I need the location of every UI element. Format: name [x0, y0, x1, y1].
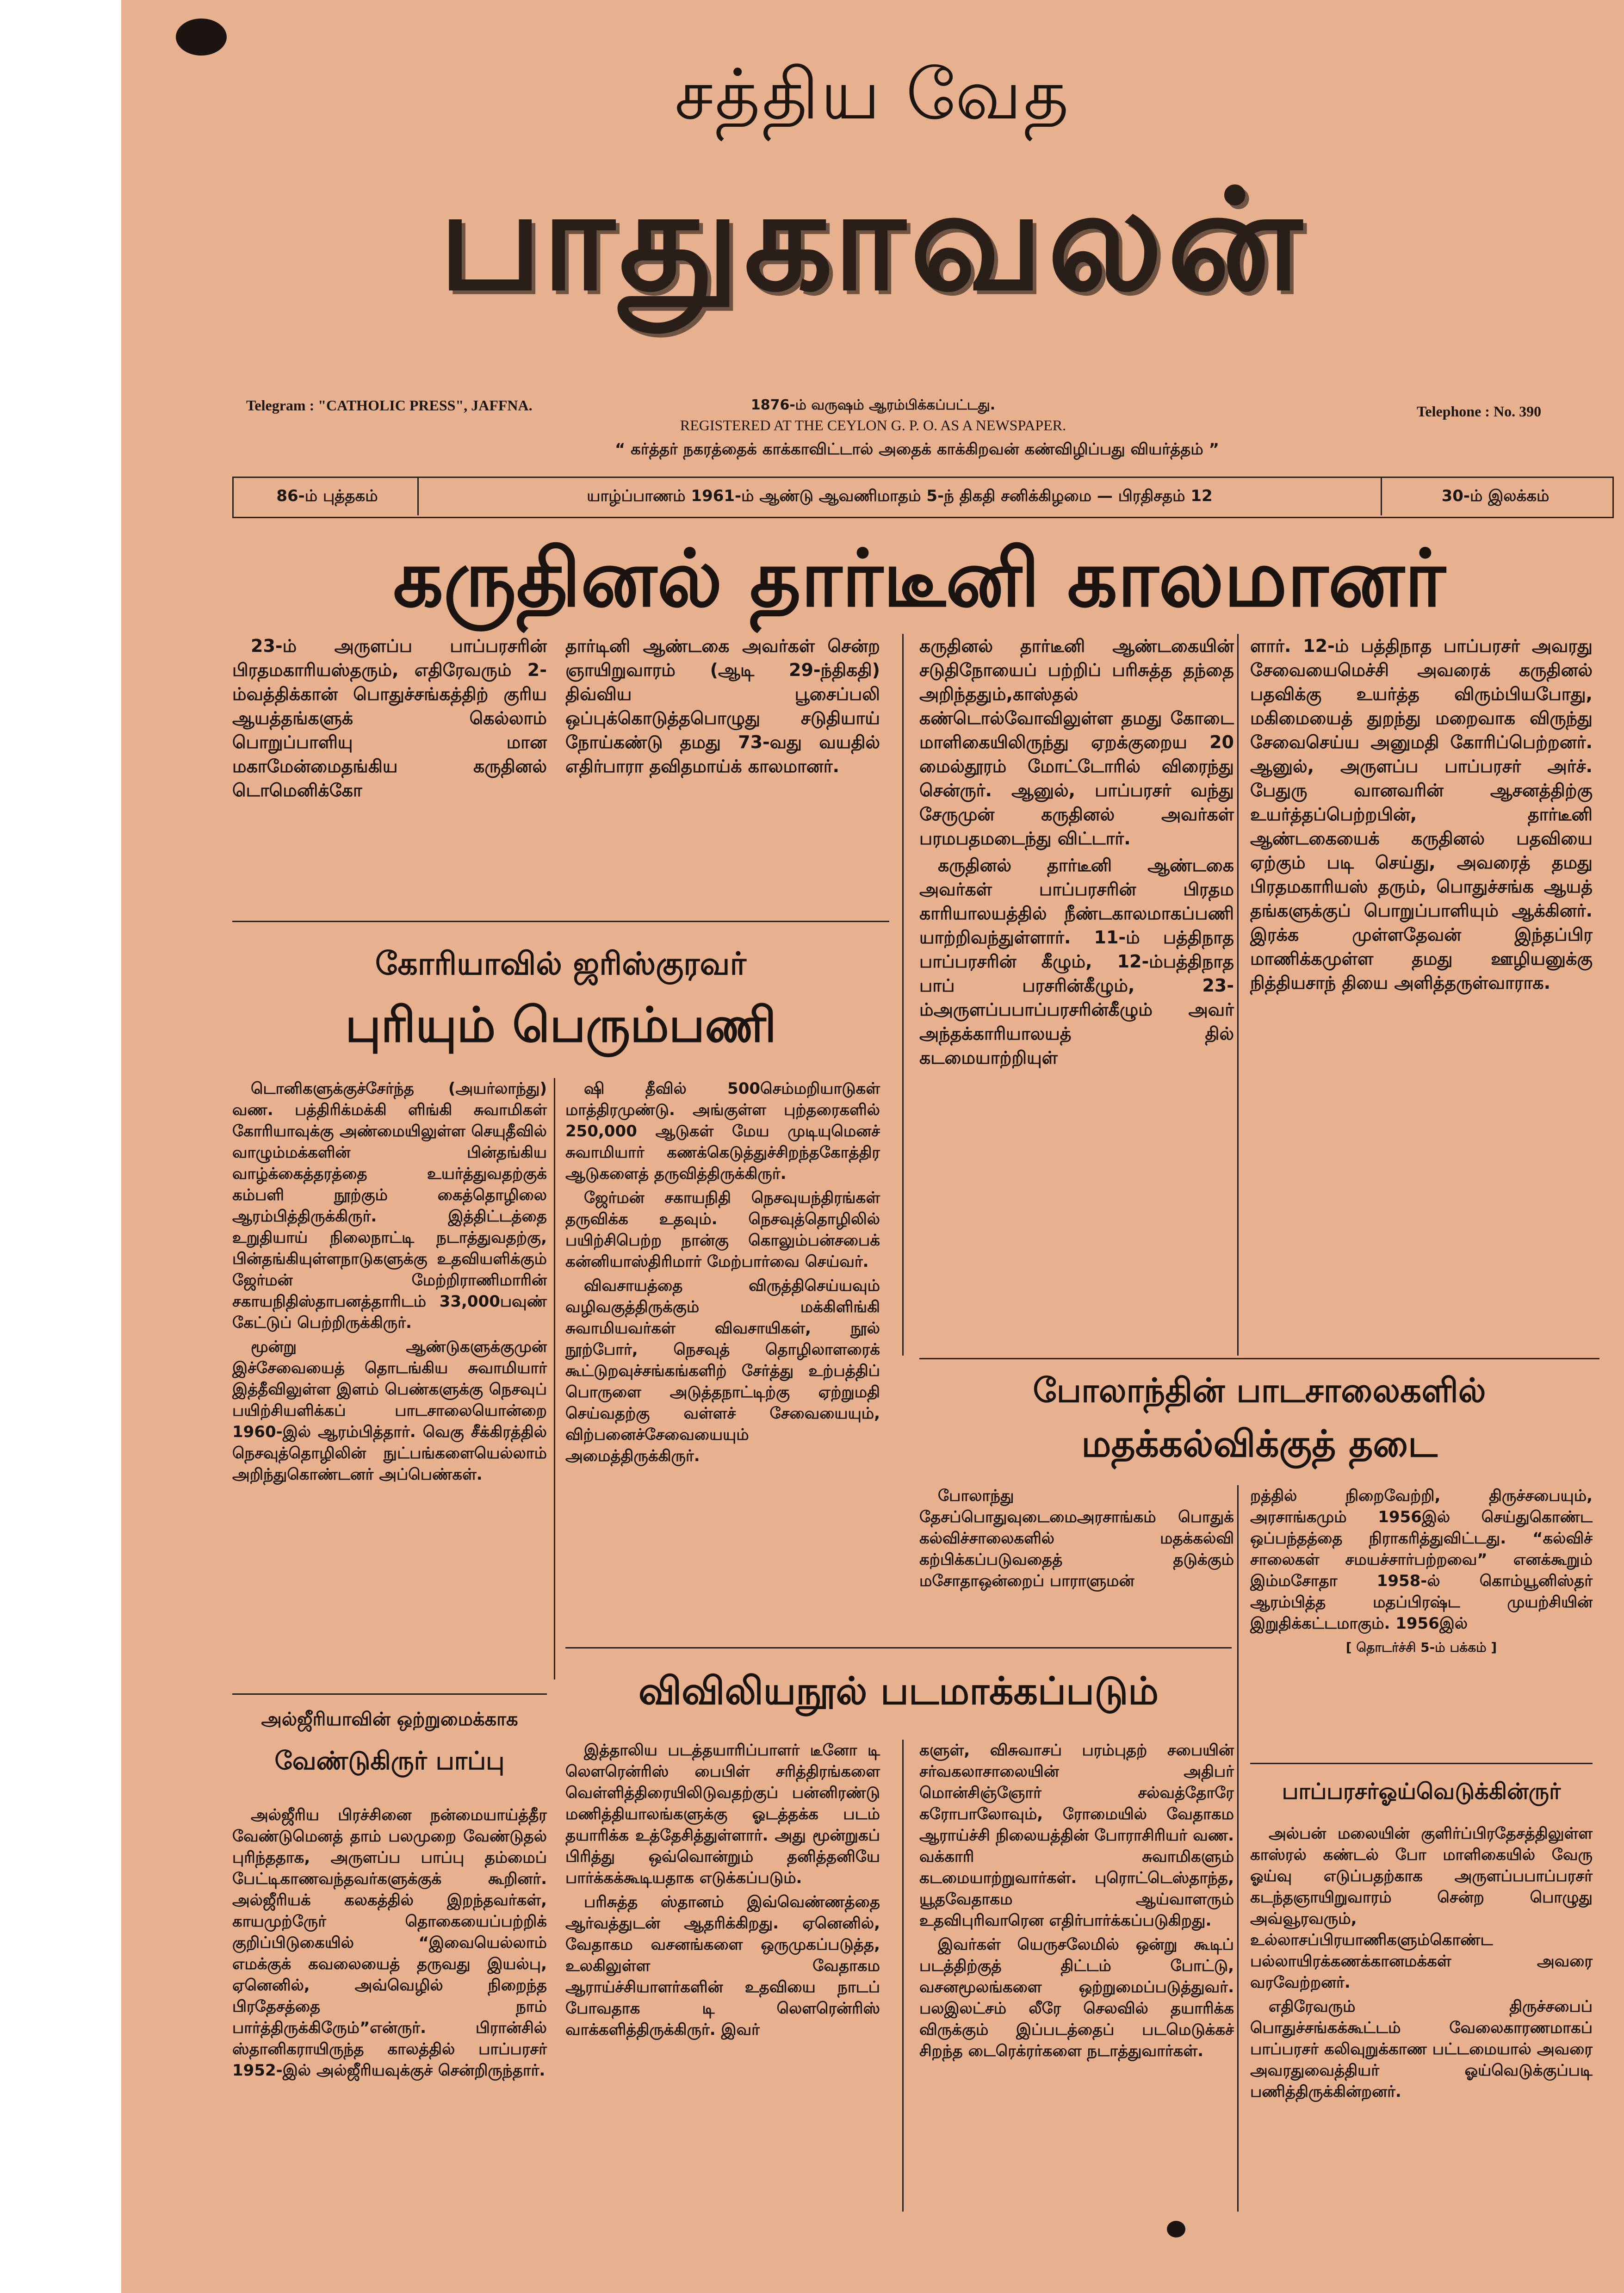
column-rule [1237, 634, 1239, 1356]
poland-headline-main: மதக்கல்விக்குத் தடை [1081, 1422, 1438, 1465]
masthead-title: பாதுகாவலன் [439, 160, 1307, 321]
korea-headline-main: புரியும் பெரும்பணி [345, 996, 776, 1053]
lead-paragraph: கருதினல் தார்டீனி ஆண்டகையின் சடுதிநோயைப் பற்றிப் பரிசுத்த தந்தை அறிந்ததும்,காஸ்தல் கண்டொல்வோவிலுள்ள தமது கோடை மாளிகையிலிருந்து ஏறக்குறைய 20 மைல்தூரம் மோட்டோரில் விரைந்து சென்ருர். ஆனுல், பாப்பரசர் வந்து சேருமுன் கருதினல் அவர்கள் பரமபதமடைந்து விட்டார். [919, 636, 1234, 849]
column-rule [554, 1078, 555, 1679]
lead-paragraph: 23-ம் அருளப்ப பாப்பரசரின் பிரதமகாரியஸ்தரும், எதிரேவரும் 2-ம்வத்திக்கான் பொதுச்சங்கத்திற் குரிய ஆயத்தங்களுக் கெல்லாம் பொறுப்பாளியு மான மகாமேன்மைதங்கிய கருதினல் டொமெனிக்கோ [232, 636, 547, 800]
poland-paragraph: போலாந்து தேசப்பொதுவுடைமைஅரசாங்கம் பொதுக் கல்விச்சாலைகளில் மதக்கல்வி கற்பிக்கப்படுவதைத் தடுக்கும் மசோதாஒன்றைப் பாராளுமன் [919, 1487, 1234, 1590]
ink-blot-stain [176, 19, 227, 56]
poland-article-col1 [919, 1485, 1234, 1594]
pope-rest-headline: பாப்பரசர்ஓய்வெடுக்கின்ருர் [1282, 1779, 1561, 1804]
poland-headline-top: போலாந்தின் பாடசாலைகளில் [1033, 1370, 1486, 1410]
korea-paragraph: ஜேர்மன் சகாயநிதி நெசவுயந்திரங்கள் தருவிக்க உதவும். நெசவுத்தொழிலில் பயிற்சிபெற்ற நான்கு கொலும்பன்சபைக் கன்னியாஸ்திரிமார் மேற்பார்வை செய்வர். [565, 1189, 880, 1271]
poland-paragraph: றத்தில் நிறைவேற்றி, திருச்சபையும், அரசாங்கமும் 1956இல் செய்துகொண்ட ஒப்பந்தத்தை நிராகரித்துவிட்டது. “கல்விச் சாலைகள் சமயச்சார்பற்றவை” எனக்கூறும் இம்மசோதா 1958-ல் கொம்யூனிஸ்தர் ஆரம்பித்த மதப்பிரஷ்ட முயற்சியின் இறுதிக்கட்டமாகும். 1956இல் [1250, 1487, 1593, 1633]
pope-rest-article [1250, 1823, 1593, 2105]
korea-paragraph: மூன்று ஆண்டுகளுக்குமுன் இச்சேவையைத் தொடங்கிய சுவாமியார் இத்தீவிலுள்ள இளம் பெண்களுக்கு நெசவுப் பயிற்சியளிக்கப் பாடசாலையொன்றை 1960-இல் ஆரம்பித்தார். வெகு சீக்கிரத்தில் நெசவுத்தொழிலின் நுட்பங்களையெல்லாம் அறிந்துகொண்டனர் அப்பெண்கள். [232, 1338, 547, 1484]
algeria-headline-top: அல்ஜீரியாவின் ஒற்றுமைக்காக [261, 1708, 518, 1730]
registration-note: REGISTERED AT THE CEYLON G. P. O. AS A NEWSPAPER. [680, 417, 1066, 434]
algeria-article [232, 1804, 547, 2084]
bible-headline: விவிலியநூல் படமாக்கப்படும் [638, 1669, 1159, 1713]
telegram-address: Telegram : "CATHOLIC PRESS", JAFFNA. [246, 397, 533, 414]
section-rule [232, 921, 889, 922]
masthead-subtitle: சத்திய வேத [675, 55, 1071, 135]
dateline-divider [417, 477, 419, 515]
bible-article-col2 [919, 1740, 1234, 2064]
volume-number: 86-ம் புத்தகம் [276, 487, 378, 505]
korea-paragraph: விவசாயத்தை விருத்திசெய்யவும் வழிவகுத்திருக்கும் மக்கிளிங்கி சுவாமியவர்கள் விவசாயிகள், நூல் நூற்போர், நெசவுத் தொழிலாளரைக் கூட்டுறவுச்சங்கங்களிற் சேர்த்து உற்பத்திப் பொருளை அடுத்தநாட்டிற்கு ஏற்றுமதி செய்வதற்கு வள்ளச் சேவையையும், விற்பனைச்சேவையையும் அமைத்திருக்கிருர். [565, 1277, 880, 1465]
continued-note: [ தொடர்ச்சி 5-ம் பக்கம் ] [1345, 1640, 1497, 1655]
korea-article-col1 [232, 1078, 547, 1488]
lead-paragraph: தார்டினி ஆண்டகை அவர்கள் சென்ற ஞாயிறுவாரம் (ஆடி 29-ந்திகதி) திவ்விய பூசைப்பலி ஒப்புக்கொடுத்தபொழுது சடுதியாய் நோய்கண்டு தமது 73-வது வயதில் எதிர்பாரா தவிதமாய்க் காலமானர். [565, 636, 880, 776]
section-rule [919, 1358, 1599, 1359]
lead-article-col2 [565, 634, 880, 781]
pope-rest-paragraph: எதிரேவரும் திருச்சபைப் பொதுச்சங்கக்கூட்டம் வேலைகாரணமாகப் பாப்பரசர் கலிவுறுக்காண பட்டமையால் அவரை அவரதுவைத்தியர் ஓய்வெடுக்குப்படி பணித்திருக்கின்றனர். [1250, 1997, 1593, 2101]
lead-paragraph: ளார். 12-ம் பத்திநாத பாப்பரசர் அவரது சேவையைமெச்சி அவரைக் கருதினல் பதவிக்கு உயர்த்த விரும்பியபோது, மகிமையைத் துறந்து மறைவாக விருந்து சேவைசெய்ய அனுமதி கோரிப்பெற்றனர். ஆனுல், அருளப்ப பாப்பரசர் அர்ச். பேதுரு வானவரின் ஆசனத்திற்கு உயர்த்தப்பெற்றபின், தார்டீனி ஆண்டகையைக் கருதினல் பதவியை ஏற்கும் படி செய்து, அவரைத் தமது பிரதமகாரியஸ் தரும், பொதுச்சங்க ஆயத் தங்களுக்குப் பொறுப்பாளியும் ஆக்கினர். இரக்க முள்ளதேவன் இந்தப்பிர மாணிக்கமுள்ள தமது ஊழியனுக்கு நித்தியசாந் தியை அளித்தருள்வாராக. [1250, 636, 1593, 993]
founded-note: 1876-ம் வருஷம் ஆரம்பிக்கப்பட்டது. [750, 397, 996, 413]
algeria-paragraph: அல்ஜீரிய பிரச்சினை நன்மையாய்த்தீர வேண்டுமெனத் தாம் பலமுறை வேண்டுதல் புரிந்ததாக, அருளப்ப பாப்பு தம்மைப் பேட்டிகாணவந்தவர்களுக்குக் கூறினர். அல்ஜீரியக் கலகத்தில் இறந்தவர்கள், காயமுற்ருேர் தொகையைப்பற்றிக் குறிப்பிடுகையில் “இவையெல்லாம் எமக்குக் கவலையைத் தருவது இயல்பு, ஏனெனில், அவ்வெழில் நிறைந்த பிரதேசத்தை நாம் பார்த்திருக்கிருேம்”என்ருர். பிரான்சில் ஸ்தானிகராயிருந்த காலத்தில் பாப்பரசர் 1952-இல் அல்ஜீரியவுக்குச் சென்றிருந்தார். [232, 1806, 547, 2080]
korea-paragraph: ஷி தீவில் 500செம்மறியாடுகள் மாத்திரமுண்டு. அங்குள்ள புற்தரைகளில் 250,000 ஆடுகள் மேய முடியுமெனச் சுவாமியார் கணக்கெடுத்துச்சிறந்தகோத்திர ஆடுகளைத் தருவித்திருக்கிருர். [565, 1079, 880, 1183]
bible-paragraph: இவர்கள் யெருசலேமில் ஒன்று கூடிப் படத்திற்குத் திட்டம் போட்டு, வசனமூலங்களை ஒற்றுமைப்படுத்துவர். பலஇலட்சம் லீரே செலவில் தயாரிக்க விருக்கும் இப்படத்தைப் படமெடுக்கச் சிறந்த டைரெக்ரர்களை நடாத்துவார்கள். [919, 1935, 1234, 2060]
lead-paragraph: கருதினல் தார்டீனி ஆண்டகை அவர்கள் பாப்பரசரின் பிரதம காரியாலயத்தில் நீண்டகாலமாகப்பணி யாற்றிவந்துள்ளார். 11-ம் பத்திநாத பாப்பரசரின் கீழும், 12-ம்பத்திநாத பாப் பரசரின்கீழும், 23-ம்அருளப்பபாப்பரசரின்கீழும் அவர் அந்தக்காரியாலயத் தில் கடமையாற்றியுள் [919, 855, 1234, 1068]
column-rule [902, 1740, 904, 2212]
poland-article-col2 [1250, 1485, 1593, 1661]
motto: “ கர்த்தர் நகரத்தைக் காக்காவிட்டால் அதைக் காக்கிறவன் கண்விழிப்பது வியர்த்தம் ” [615, 440, 1219, 459]
bible-paragraph: பரிசுத்த ஸ்தானம் இவ்வெண்ணத்தை ஆர்வத்துடன் ஆதரிக்கிறது. ஏனெனில், வேதாகம வசனங்களை ஒருமுகப்படுத்த, உலகிலுள்ள வேதாகம ஆராய்ச்சியாளர்களின் உதவியை நாடப் போவதாக டி லௌரென்ரிஸ் வாக்களித்திருக்கிருர். இவர் [565, 1893, 880, 2039]
section-rule [565, 1647, 1232, 1648]
bible-paragraph: களுள், விசுவாசப் பரம்புதற் சபையின் சர்வகலாசாலையின் அதிபர் மொன்சிஞ்ஞோர் சல்வத்தோரே கரோபாலோவும், ரோமையில் வேதாகம ஆராய்ச்சி நிலையத்தின் போராசிரியர் வண. வக்காரி சுவாமிகளும் கடமையாற்றுவார்கள். புரொட்டெஸ்தாந்த, யூதவேதாகம ஆய்வாளரும் உதவிபுரிவாரென எதிர்பார்க்கப்படுகிறது. [919, 1741, 1234, 1930]
algeria-headline-main: வேண்டுகிருர் பாப்பு [274, 1746, 505, 1775]
pope-rest-paragraph: அல்பன் மலையின் குளிர்ப்பிரதேசத்திலுள்ள காஸ்ரல் கண்டல் போ மாளிகையில் வேரு ஓய்வு எடுப்பதற்காக அருளப்பபாப்பரசர் கடந்தஞாயிறுவாரம் சென்ற பொழுது அவ்வூரவரும், உல்லாசப்பிரயாணிகளும்கொண்ட பல்லாயிரக்கணக்கானமக்கள் அவரை வரவேற்றனர். [1250, 1824, 1593, 1992]
bible-article-col1 [565, 1740, 880, 2043]
column-rule [1237, 1485, 1239, 2212]
column-rule [902, 634, 904, 1356]
issue-number: 30-ம் இலக்கம் [1441, 487, 1550, 505]
main-headline: கருதினல் தார்டீனி காலமானர் [393, 532, 1446, 625]
lead-article-col1 [232, 634, 547, 805]
korea-headline-top: கோரியாவில் ஜரிஸ்குரவர் [375, 945, 747, 982]
lead-article-col3 [919, 634, 1234, 1072]
ink-blot-stain [1167, 2221, 1185, 2237]
telephone-number: Telephone : No. 390 [1417, 403, 1542, 420]
newspaper-page [121, 0, 1624, 2293]
bible-paragraph: இத்தாலிய படத்தயாரிப்பாளர் டீனோ டி லௌரென்ரிஸ் பைபிள் சரித்திரங்களை வெள்ளித்திரையிலிடுவதற்குப் பன்னிரண்டு மணித்தியாலங்களுக்கு ஓடத்தக்க படம் தயாரிக்க உத்தேசித்துள்ளார். அது மூன்றுகப் பிரித்து ஒவ்வொன்றும் தனித்தனியே பார்க்கக்கூடியதாக எடுக்கப்படும். [565, 1741, 880, 1887]
korea-paragraph: டொனிகளுக்குச்சேர்ந்த (அயர்லாந்து) வண. பத்திரிக்மக்கி ளிங்கி சுவாமிகள் கோரியாவுக்கு அண்மையிலுள்ள செயுதீவில் வாழும்மக்களின் பின்தங்கிய வாழ்க்கைத்தரத்தை உயர்த்துவதற்குக் கம்பளி நூற்கும் கைத்தொழிலை ஆரம்பித்திருக்கிருர். இத்திட்டத்தை உறுதியாய் நிலைநாட்டி நடாத்துவதற்கு, பின்தங்கியுள்ளநாடுகளுக்கு உதவியளிக்கும் ஜேர்மன் மேற்றிராணிமாரின் சகாயநிதிஸ்தாபனத்தாரிடம் 33,000பவுண் கேட்டுப் பெற்றிருக்கிருர். [232, 1079, 547, 1332]
section-rule [232, 1693, 547, 1695]
korea-article-col2 [565, 1078, 880, 1469]
section-rule [1250, 1763, 1593, 1764]
issue-date: யாழ்ப்பாணம் 1961-ம் ஆண்டு ஆவணிமாதம் 5-ந் திகதி சனிக்கிழமை — பிரதிசதம் 12 [587, 487, 1213, 505]
lead-article-col4 [1250, 634, 1593, 998]
